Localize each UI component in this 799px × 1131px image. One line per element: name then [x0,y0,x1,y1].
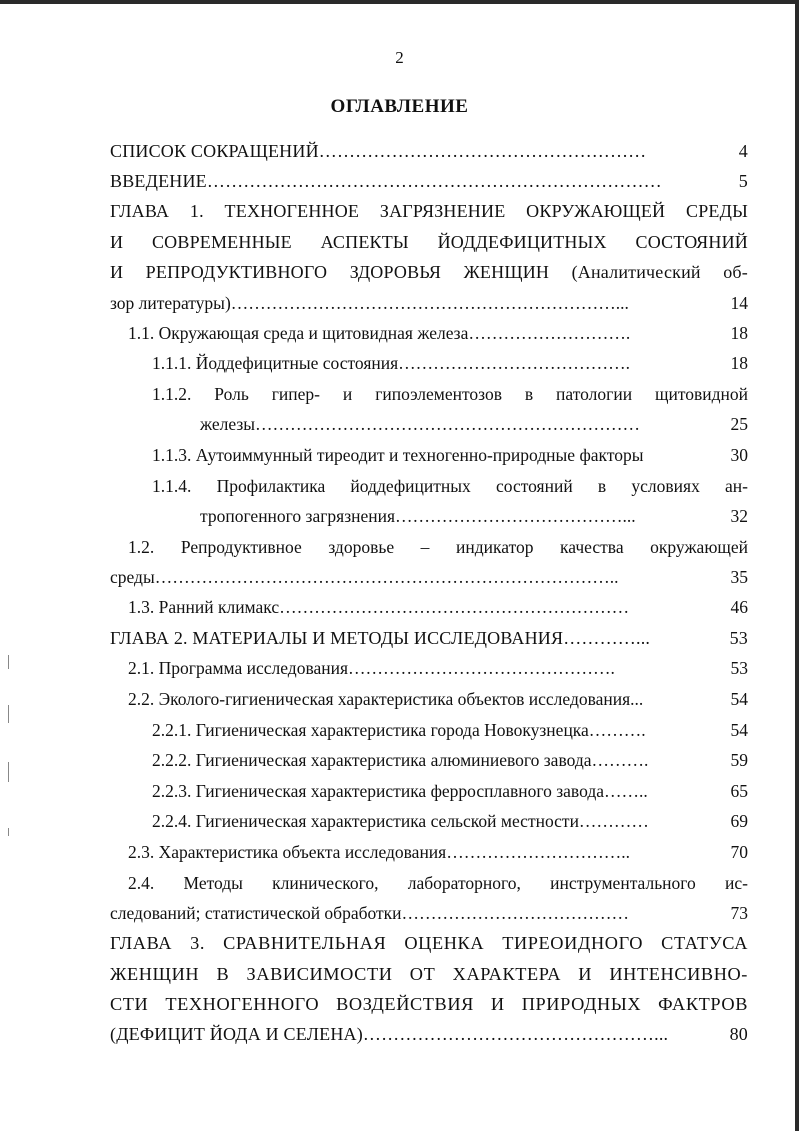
toc-entry-text: 2.4. Методы клинического, лабораторного, инструментального ис- [128,873,748,893]
scan-mark [8,762,9,782]
toc-entry [152,471,748,501]
toc-entry-text: тропогенного загрязнения…………………………………... [200,506,636,526]
toc-entry-text: 2.2.2. Гигиеническая характеристика алюминиевого завода………. [152,750,649,770]
toc-entry-page: 65 [730,781,748,801]
toc-entry[interactable] [128,318,748,348]
toc-entry[interactable] [152,806,748,836]
toc-entry-text: ВВЕДЕНИЕ………………………………………………………………… [110,171,662,191]
toc-entry-page: 80 [729,1024,748,1044]
toc-entry [110,989,748,1019]
toc-entry-page: 54 [730,689,748,709]
toc-entry-page: 14 [730,293,748,313]
toc-entry[interactable] [110,623,748,653]
toc-entry[interactable] [110,898,748,928]
toc-entry-page: 18 [730,353,748,373]
toc-entry-page: 32 [730,506,748,526]
toc-entry [110,227,748,257]
toc-entry-text: среды…………………………………………………………………….. [110,567,619,587]
toc-entry[interactable] [152,715,748,745]
toc-entry-text: 1.3. Ранний климакс…………………………………………………… [128,597,630,617]
toc-entry [110,257,748,287]
toc-entry-page: 30 [730,445,748,465]
toc-entry-text: И СОВРЕМЕННЫЕ АСПЕКТЫ ЙОДДЕФИЦИТНЫХ СОСТОЯНИЙ [110,232,748,252]
toc-entry-text: И РЕПРОДУКТИВНОГО ЗДОРОВЬЯ ЖЕНЩИН (Аналитический об- [110,262,748,282]
toc-entry-text: 2.2.1. Гигиеническая характеристика города Новокузнецка………. [152,720,646,740]
toc-entry-text: 1.1.4. Профилактика йоддефицитных состояний в условиях ан- [152,476,748,496]
toc-entry[interactable] [200,501,748,531]
toc-entry-page: 4 [738,141,748,161]
toc-entry-text: 2.2.3. Гигиеническая характеристика ферросплавного завода…….. [152,781,648,801]
toc-entry-text: СПИСОК СОКРАЩЕНИЙ……………………………………………… [110,141,647,161]
toc-entry [110,196,748,226]
toc-entry-page: 73 [730,903,748,923]
scan-edge-right [795,0,799,1131]
scan-mark [8,655,9,669]
toc-entry [152,379,748,409]
page-title: ОГЛАВЛЕНИЕ [330,96,469,117]
toc-entry-text: следований; статистической обработки………………………………… [110,903,630,923]
toc-entry-page: 59 [730,750,748,770]
toc-entry[interactable] [128,653,748,683]
toc-entry-text: 1.1.1. Йоддефицитные состояния…………………………………. [152,353,631,373]
toc-entry [110,959,748,989]
toc-entry[interactable] [200,409,748,439]
toc-entry-text: 2.2.4. Гигиеническая характеристика сельской местности………… [152,811,649,831]
toc-entry-page: 46 [730,597,748,617]
toc-entry[interactable] [128,592,748,622]
toc-entry[interactable] [152,348,748,378]
toc-entry[interactable] [152,745,748,775]
toc-entry-text: ГЛАВА 3. СРАВНИТЕЛЬНАЯ ОЦЕНКА ТИРЕОИДНОГО СТАТУСА [110,933,748,953]
page-number: 2 [395,48,404,67]
toc-entry-text: 1.2. Репродуктивное здоровье – индикатор качества окружающей [128,537,748,557]
toc-entry-text: СТИ ТЕХНОГЕННОГО ВОЗДЕЙСТВИЯ И ПРИРОДНЫХ ФАКТРОВ [110,994,748,1014]
toc-entry-page: 18 [730,323,748,343]
toc-entry-text: 2.3. Характеристика объекта исследования………………………….. [128,842,630,862]
toc-entry[interactable] [110,1019,748,1049]
toc-entry-text: ГЛАВА 1. ТЕХНОГЕННОЕ ЗАГРЯЗНЕНИЕ ОКРУЖАЮЩЕЙ СРЕДЫ [110,201,748,221]
toc-entry[interactable] [110,166,748,196]
toc-entry[interactable] [110,136,748,166]
toc-entry-page: 5 [738,171,748,191]
toc-entry[interactable] [128,684,748,714]
toc-entry-text: ГЛАВА 2. МАТЕРИАЛЫ И МЕТОДЫ ИССЛЕДОВАНИЯ…………... [110,628,651,648]
toc-entry-page: 53 [729,628,748,648]
toc-entry-text: 1.1. Окружающая среда и щитовидная железа………………………. [128,323,631,343]
toc-entry-page: 25 [730,414,748,434]
toc-entry-page: 53 [730,658,748,678]
toc-entry [128,532,748,562]
toc-entry [110,928,748,958]
scan-mark [8,705,9,723]
toc-entry-text: ЖЕНЩИН В ЗАВИСИМОСТИ ОТ ХАРАКТЕРА И ИНТЕНСИВНО- [110,964,748,984]
toc-entry-text: 1.1.3. Аутоиммунный тиреодит и техногенно-природные факторы [152,445,644,465]
toc-entry-text: (ДЕФИЦИТ ЙОДА И СЕЛЕНА)…………………………………………... [110,1024,669,1044]
toc-entry[interactable] [128,837,748,867]
toc-entry-text: железы………………………………………………………… [200,414,641,434]
toc-entry[interactable] [110,288,748,318]
toc-entry-text: 1.1.2. Роль гипер- и гипоэлементозов в патологии щитовидной [152,384,748,404]
toc-entry-text: 2.1. Программа исследования………………………………………. [128,658,615,678]
toc-entry-text: 2.2. Эколого-гигиеническая характеристика объектов исследования... [128,689,644,709]
toc-entry-page: 54 [730,720,748,740]
toc-entry-page: 69 [730,811,748,831]
toc-entry-page: 70 [730,842,748,862]
toc-entry-page: 35 [730,567,748,587]
toc-entry[interactable] [110,562,748,592]
toc-entry [128,868,748,898]
toc-entry[interactable] [152,440,748,470]
toc-entry-text: зор литературы)…………………………………………………………... [110,293,629,313]
scan-edge-top [0,0,799,4]
scan-mark [8,828,9,836]
toc-entry[interactable] [152,776,748,806]
